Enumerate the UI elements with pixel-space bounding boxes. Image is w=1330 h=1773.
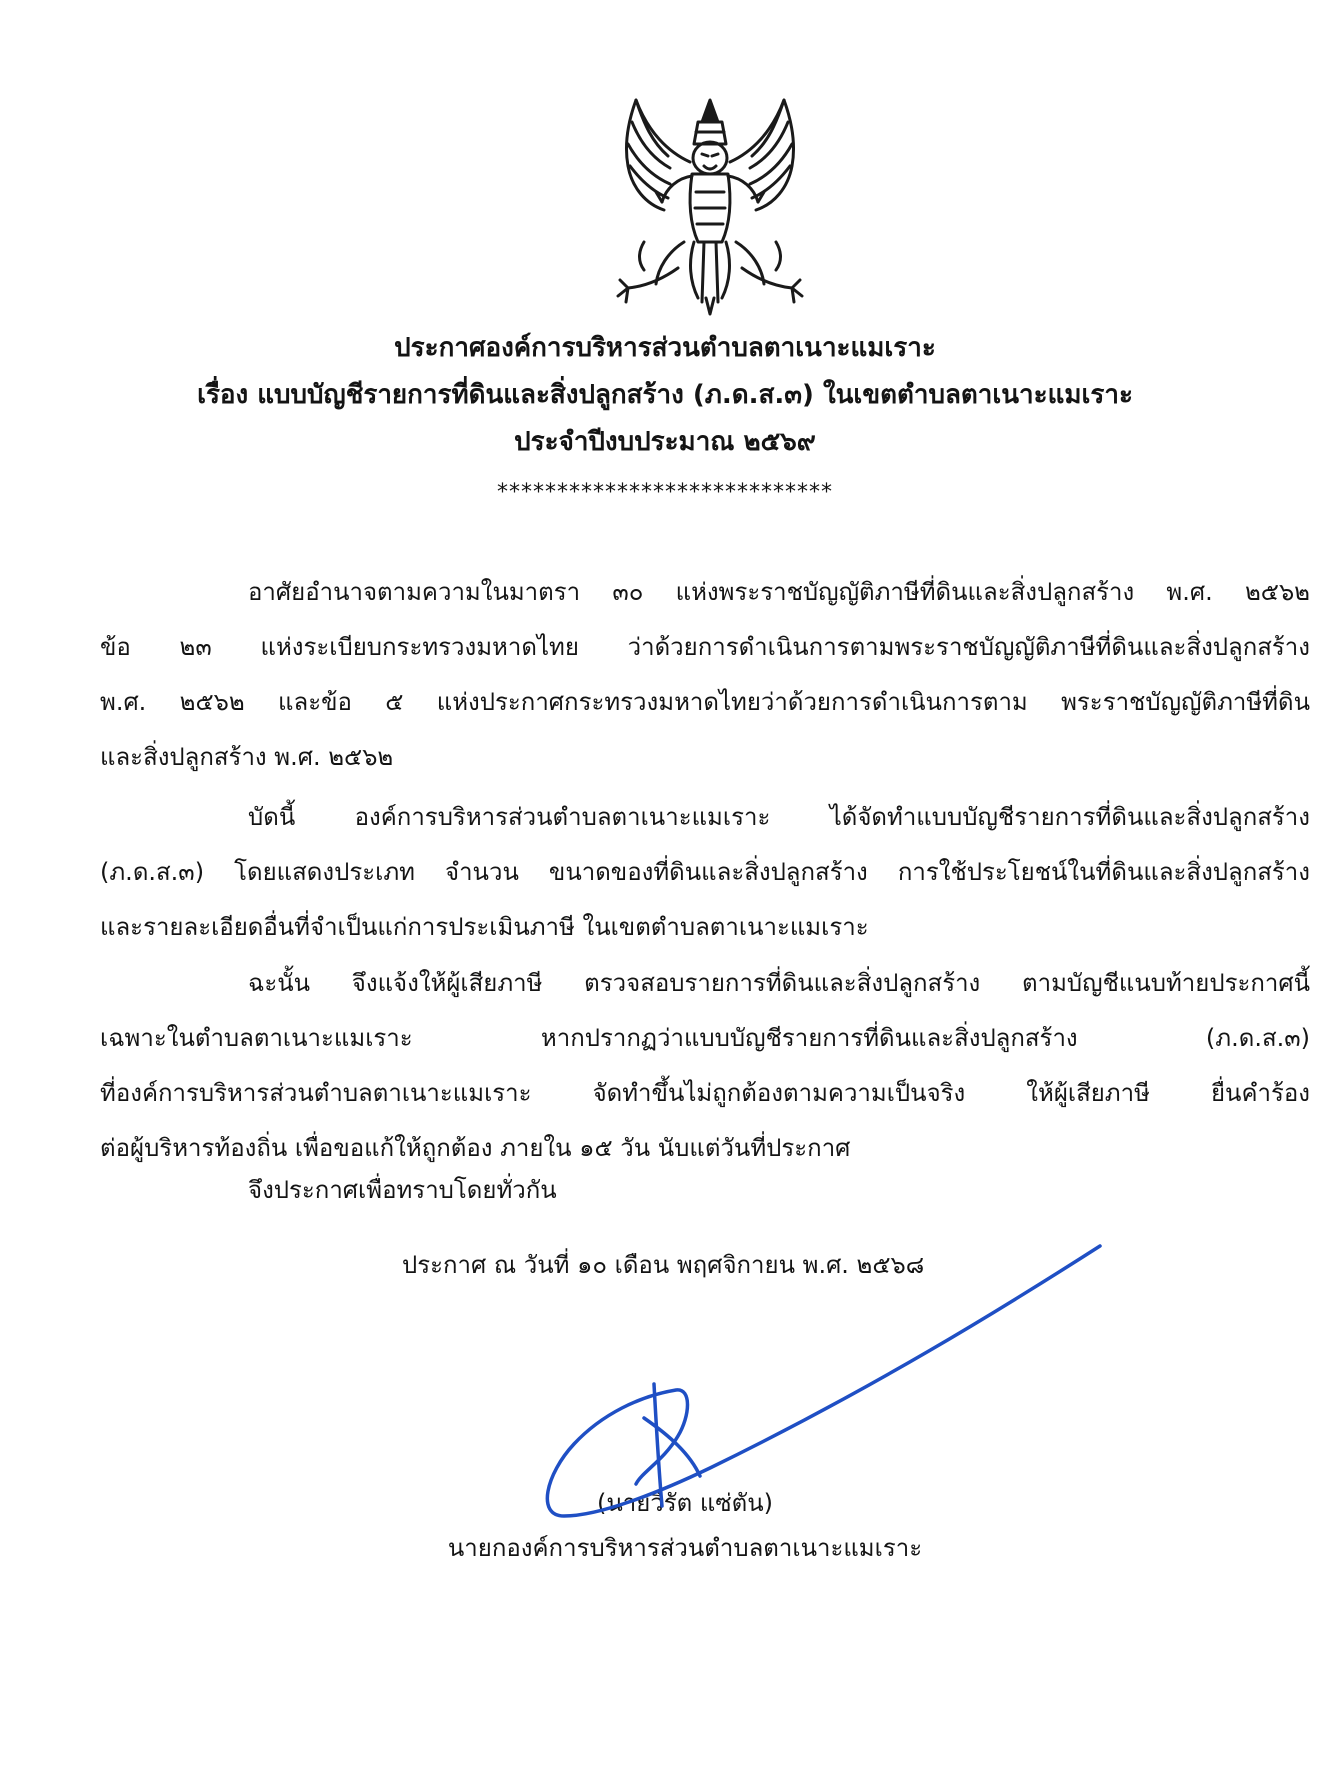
announcement-date: ประกาศ ณ วันที่ ๑๐ เดือน พฤศจิกายน พ.ศ. ๒๕๖๘ (402, 1251, 925, 1279)
announcement-fiscal-year: ประจำปีงบประมาณ ๒๕๖๙ (514, 427, 816, 457)
paragraph-authority (100, 565, 1310, 785)
paragraph-line: (ภ.ด.ส.๓) โดยแสดงประเภท จำนวน ขนาดของที่ดินและสิ่งปลูกสร้าง การใช้ประโยชน์ในที่ดินและสิ่งปลูกสร้าง (100, 858, 1310, 886)
paragraph-line: ที่องค์การบริหารส่วนตำบลตาเนาะแมเราะ จัดทำขึ้นไม่ถูกต้องตามความเป็นจริง ให้ผู้เสียภาษี ยื่นคำร้อง (100, 1079, 1310, 1107)
handwritten-signature (540, 1240, 1120, 1540)
announcement-subject: เรื่อง แบบบัญชีรายการที่ดินและสิ่งปลูกสร้าง (ภ.ด.ส.๓) ในเขตตำบลตาเนาะแมเราะ (197, 380, 1133, 410)
paragraph-notice (100, 956, 1310, 1176)
paragraph-line: บัดนี้ องค์การบริหารส่วนตำบลตาเนาะแมเราะ ได้จัดทำแบบบัญชีรายการที่ดินและสิ่งปลูกสร้าง (248, 803, 1310, 831)
header-separator: **************************** (497, 480, 833, 505)
closing-statement: จึงประกาศเพื่อทราบโดยทั่วกัน (248, 1176, 557, 1204)
paragraph-line: เฉพาะในตำบลตาเนาะแมเราะ หากปรากฏว่าแบบบัญชีรายการที่ดินและสิ่งปลูกสร้าง (ภ.ด.ส.๓) (100, 1024, 1310, 1052)
announcement-title: ประกาศองค์การบริหารส่วนตำบลตาเนาะแมเราะ (394, 333, 936, 363)
paragraph-line: ต่อผู้บริหารท้องถิ่น เพื่อขอแก้ให้ถูกต้อง ภายใน ๑๕ วัน นับแต่วันที่ประกาศ (100, 1134, 851, 1162)
paragraph-line: และสิ่งปลูกสร้าง พ.ศ. ๒๕๖๒ (100, 743, 394, 771)
signer-position: นายกองค์การบริหารส่วนตำบลตาเนาะแมเราะ (447, 1534, 923, 1562)
paragraph-preparation (100, 790, 1310, 955)
paragraph-line: อาศัยอำนาจตามความในมาตรา ๓๐ แห่งพระราชบัญญัติภาษีที่ดินและสิ่งปลูกสร้าง พ.ศ. ๒๕๖๒ (248, 578, 1310, 606)
garuda-emblem-icon (598, 92, 822, 317)
paragraph-line: และรายละเอียดอื่นที่จำเป็นแก่การประเมินภาษี ในเขตตำบลตาเนาะแมเราะ (100, 913, 869, 941)
signer-name: (นายวิรัต แซ่ตัน) (596, 1489, 773, 1517)
paragraph-line: ฉะนั้น จึงแจ้งให้ผู้เสียภาษี ตรวจสอบรายการที่ดินและสิ่งปลูกสร้าง ตามบัญชีแนบท้ายประกาศนี้ (248, 969, 1310, 997)
paragraph-line: ข้อ ๒๓ แห่งระเบียบกระทรวงมหาดไทย ว่าด้วยการดำเนินการตามพระราชบัญญัติภาษีที่ดินและสิ่งปลูกสร้าง (100, 633, 1310, 661)
paragraph-line: พ.ศ. ๒๕๖๒ และข้อ ๕ แห่งประกาศกระทรวงมหาดไทยว่าด้วยการดำเนินการตาม พระราชบัญญัติภาษีที่ดิน (100, 688, 1310, 716)
